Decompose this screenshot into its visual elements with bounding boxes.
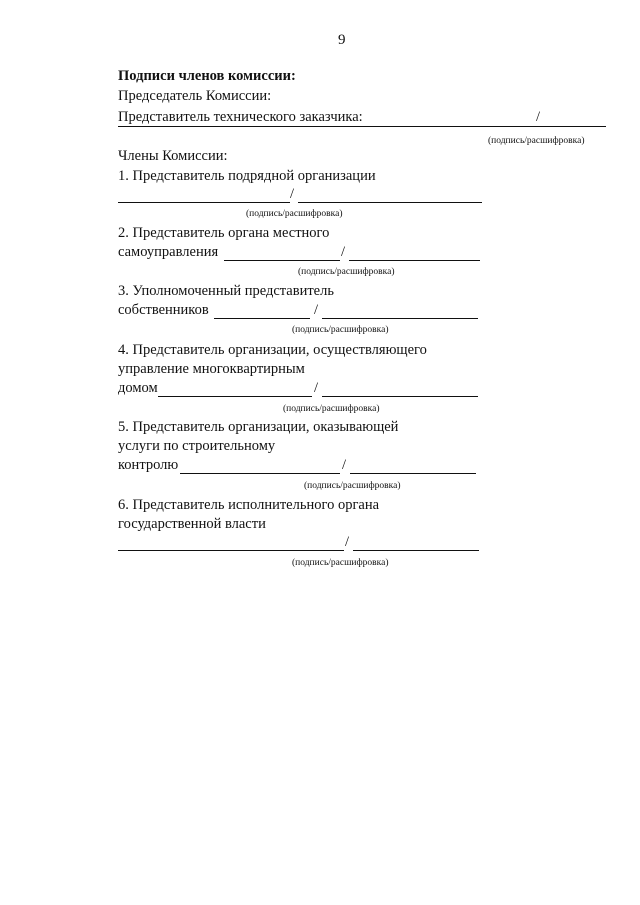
member-4-signature-line <box>158 396 312 397</box>
member-2-name-line <box>349 260 480 261</box>
member-4-title: 4. Представитель организации, осуществляющего <box>118 342 427 358</box>
tech-customer-slash: / <box>536 109 541 125</box>
member-6-title: 6. Представитель исполнительного органа <box>118 497 380 513</box>
member-2-title: 2. Представитель органа местного <box>118 225 330 241</box>
member-4-caption: (подпись/расшифровка) <box>283 404 380 414</box>
member-2-caption: (подпись/расшифровка) <box>298 267 395 277</box>
member-1-name-line <box>298 202 482 203</box>
member-6-name-line <box>353 550 479 551</box>
tech-customer-label: Представитель технического заказчика: <box>118 109 363 125</box>
member-2-slash: / <box>341 244 346 260</box>
member-6-title-cont: государственной власти <box>118 516 266 532</box>
member-1-signature-line <box>118 202 290 203</box>
member-6-slash: / <box>345 534 350 550</box>
member-6-signature-line <box>118 550 344 551</box>
member-5-title-cont: услуги по строительному <box>118 438 276 454</box>
member-4-name-line <box>322 396 478 397</box>
member-3-title: 3. Уполномоченный представитель <box>118 283 334 299</box>
member-2-title-cont: самоуправления <box>118 244 219 260</box>
member-4-title-cont: управление многоквартирным <box>118 361 305 377</box>
member-2-signature-line <box>224 260 340 261</box>
member-3-signature-line <box>214 318 310 319</box>
member-3-name-line <box>322 318 478 319</box>
member-3-slash: / <box>314 302 319 318</box>
member-5-signature-line <box>180 473 340 474</box>
member-5-name-line <box>350 473 476 474</box>
tech-customer-caption: (подпись/расшифровка) <box>488 136 585 146</box>
signatures-heading: Подписи членов комиссии: <box>118 68 296 84</box>
member-5-title: 5. Представитель организации, оказывающей <box>118 419 399 435</box>
member-3-title-cont: собственников <box>118 302 209 318</box>
member-5-slash: / <box>342 457 347 473</box>
member-6-caption: (подпись/расшифровка) <box>292 558 389 568</box>
member-1-title: 1. Представитель подрядной организации <box>118 168 376 184</box>
member-4-title-cont2: домом <box>118 380 158 396</box>
chairman-label: Председатель Комиссии: <box>118 88 272 104</box>
page-number: 9 <box>338 32 346 48</box>
members-label: Члены Комиссии: <box>118 148 228 164</box>
member-1-caption: (подпись/расшифровка) <box>246 209 343 219</box>
member-1-slash: / <box>290 186 295 202</box>
member-3-caption: (подпись/расшифровка) <box>292 325 389 335</box>
member-4-slash: / <box>314 380 319 396</box>
tech-customer-signature-line <box>118 126 606 127</box>
member-5-caption: (подпись/расшифровка) <box>304 481 401 491</box>
member-5-title-cont2: контролю <box>118 457 179 473</box>
